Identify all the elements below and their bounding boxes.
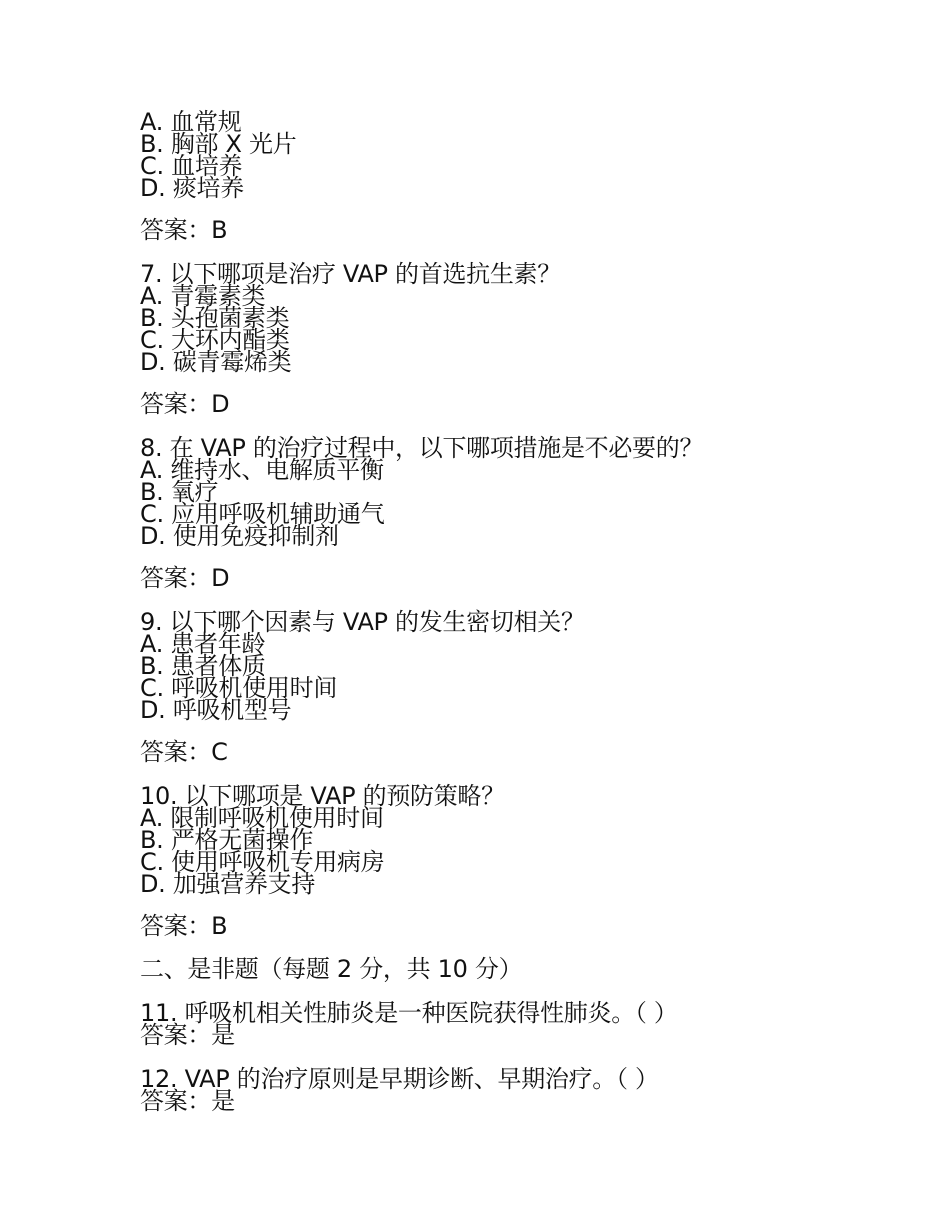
q8-answer: 答案：D: [140, 564, 230, 592]
q8-option-a: A. 维持水、电解质平衡: [140, 456, 384, 484]
q10-stem: 10. 以下哪项是 VAP 的预防策略？: [140, 782, 505, 810]
q9-option-b: B. 患者体质: [140, 652, 266, 680]
q7-option-b: B. 头孢菌素类: [140, 304, 290, 332]
q9-answer: 答案：C: [140, 738, 228, 766]
q10-option-a: A. 限制呼吸机使用时间: [140, 804, 384, 832]
q6-option-d: D. 痰培养: [140, 174, 244, 202]
q9-option-c: C. 呼吸机使用时间: [140, 674, 338, 702]
q6-answer: 答案：B: [140, 216, 228, 244]
q7-option-d: D. 碳青霉烯类: [140, 348, 292, 376]
q8-option-c: C. 应用呼吸机辅助通气: [140, 500, 385, 528]
q6-option-c: C. 血培养: [140, 152, 243, 180]
q10-answer: 答案：B: [140, 912, 228, 940]
q12-stem: 12. VAP 的治疗原则是早期诊断、早期治疗。（ ）: [140, 1065, 659, 1093]
q7-option-a: A. 青霉素类: [140, 282, 266, 310]
q6-option-b: B. 胸部 X 光片: [140, 130, 297, 158]
q12-answer: 答案：是: [140, 1087, 235, 1115]
q9-stem: 9. 以下哪个因素与 VAP 的发生密切相关？: [140, 608, 585, 636]
q10-option-d: D. 加强营养支持: [140, 870, 316, 898]
q11-answer: 答案：是: [140, 1021, 235, 1049]
q8-option-b: B. 氧疗: [140, 478, 219, 506]
q7-answer: 答案：D: [140, 390, 230, 418]
q7-option-c: C. 大环内酯类: [140, 326, 290, 354]
q10-option-b: B. 严格无菌操作: [140, 826, 314, 854]
q8-stem: 8. 在 VAP 的治疗过程中，以下哪项措施是不必要的？: [140, 434, 704, 462]
q7-stem: 7. 以下哪项是治疗 VAP 的首选抗生素？: [140, 260, 561, 288]
section-heading: 二、是非题（每题 2 分，共 10 分）: [140, 955, 523, 983]
q11-stem: 11. 呼吸机相关性肺炎是一种医院获得性肺炎。（ ）: [140, 999, 678, 1027]
q8-option-d: D. 使用免疫抑制剂: [140, 522, 339, 550]
q6-option-a: A. 血常规: [140, 108, 242, 136]
q10-option-c: C. 使用呼吸机专用病房: [140, 848, 385, 876]
q9-option-d: D. 呼吸机型号: [140, 696, 292, 724]
q9-option-a: A. 患者年龄: [140, 630, 266, 658]
